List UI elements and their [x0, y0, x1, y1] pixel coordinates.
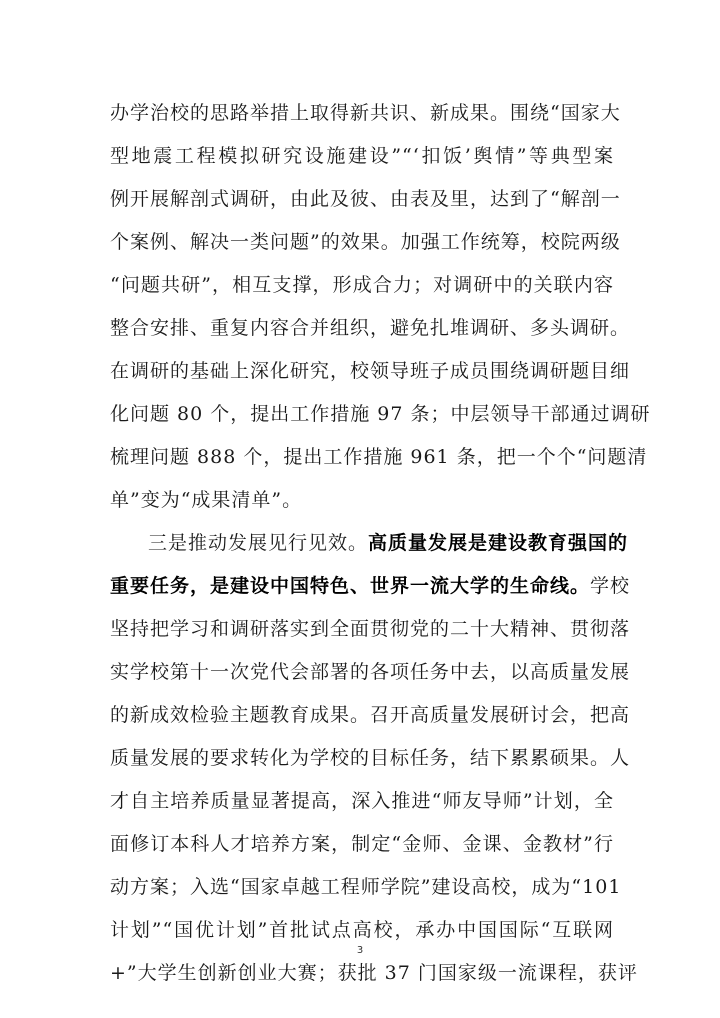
text-line: 单”变为“成果清单”。	[110, 489, 303, 511]
text-line: 才自主培养质量显著提高，深入推进“师友导师”计划，全	[110, 790, 614, 812]
text-line: “问题共研”，相互支撑，形成合力；对调研中的关联内容	[110, 274, 614, 296]
paragraph-1	[110, 92, 651, 522]
text-segment: 学校	[590, 575, 631, 597]
text-line: 办学治校的思路举措上取得新共识、新成果。围绕“国家大	[110, 102, 621, 124]
text-line: 计划”“国优计划”首批试点高校，承办中国国际“互联网	[110, 919, 614, 941]
text-line: 在调研的基础上深化研究，校领导班子成员围绕调研题目细	[110, 360, 631, 382]
page-number: 3	[356, 945, 364, 956]
text-line: 质量发展的要求转化为学校的目标任务，结下累累硕果。人	[110, 747, 631, 769]
text-line: 化问题 80 个，提出工作措施 97 条；中层领导干部通过调研	[110, 403, 651, 425]
text-line: 坚持把学习和调研落实到全面贯彻党的二十大精神、贯彻落	[110, 618, 631, 640]
text-line: +”大学生创新创业大赛；获批 37 门国家级一流课程，获评	[110, 962, 638, 984]
text-line: 面修订本科人才培养方案，制定“金师、金课、金教材”行	[110, 833, 614, 855]
text-line: 整合安排、重复内容合并组织，避免扎堆调研、多头调研。	[110, 317, 631, 339]
text-line: 实学校第十一次党代会部署的各项任务中去，以高质量发展	[110, 661, 631, 683]
text-line: 动方案；入选“国家卓越工程师学院”建设高校，成为“101	[110, 876, 622, 898]
paragraph-2	[110, 522, 638, 995]
text-line: 例开展解剖式调研，由此及彼、由表及里，达到了“解剖一	[110, 188, 621, 210]
section-lead: 三是推动发展见行见效。	[148, 532, 369, 554]
text-line: 型地震工程模拟研究设施建设”“‘扣饭’舆情”等典型案	[110, 145, 614, 167]
body-text	[110, 92, 651, 995]
text-line: 梳理问题 888 个，提出工作措施 961 条，把一个个“问题清	[110, 446, 648, 468]
bold-statement: 高质量发展是建设教育强国的	[368, 532, 629, 554]
text-line: 个案例、解决一类问题”的效果。加强工作统筹，校院两级	[110, 231, 621, 253]
text-line	[110, 565, 631, 608]
text-line	[110, 522, 629, 565]
bold-statement: 重要任务，是建设中国特色、世界一流大学的生命线。	[110, 575, 591, 597]
text-line: 的新成效检验主题教育成果。召开高质量发展研讨会，把高	[110, 704, 631, 726]
